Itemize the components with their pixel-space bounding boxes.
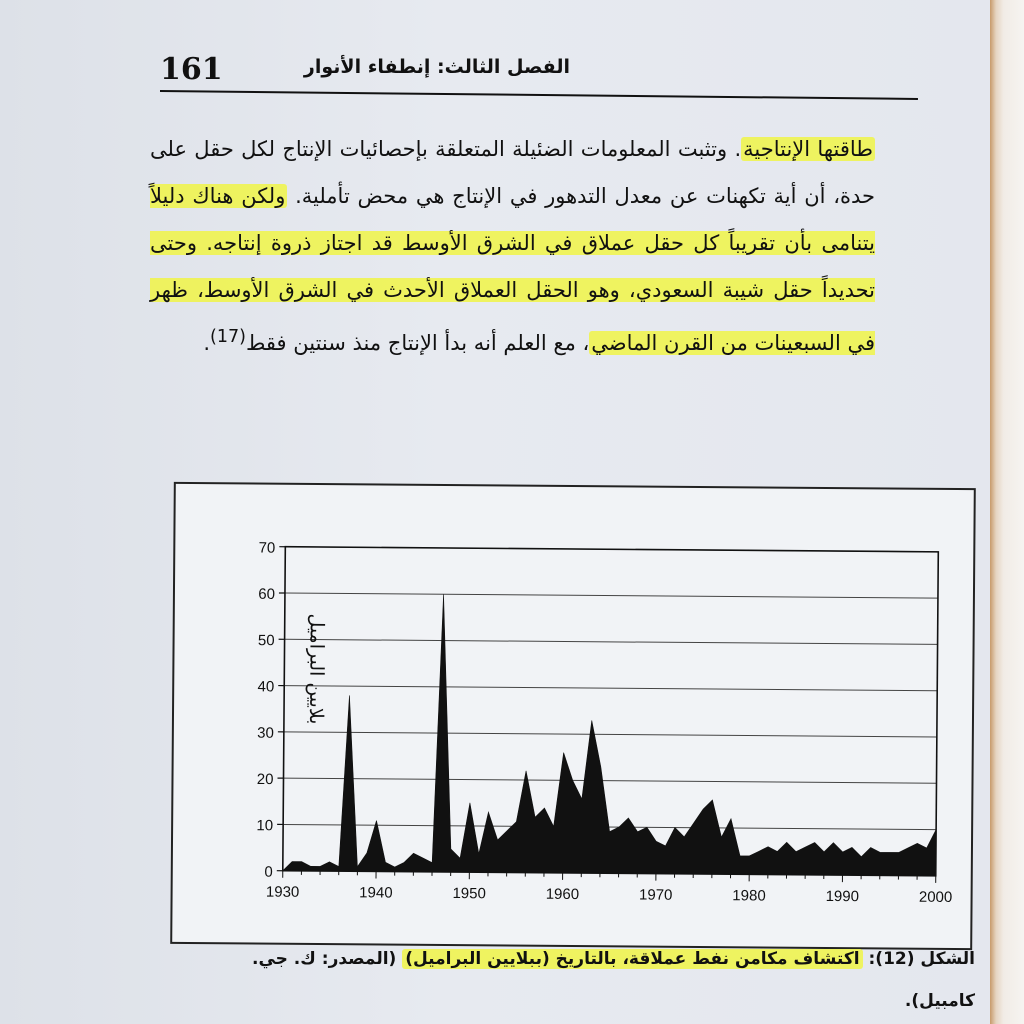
y-tick-label: 10 [256, 817, 274, 835]
x-tick-label: 1940 [359, 884, 393, 902]
x-tick-label: 1990 [825, 887, 860, 906]
gridline [285, 593, 938, 598]
y-tick-label: 40 [257, 678, 275, 696]
plot-border [283, 547, 939, 876]
gridline [283, 824, 936, 829]
gridline [284, 686, 937, 691]
highlighted-text: ولكن هناك دليلاً يتنامى بأن تقريباً كل حقل عملاق في الشرق الأوسط قد اجتاز ذروة إنتاجه. وحتى تحديداً حقل شيبة السعودي، وهو الحقل العملاق الأحدث في الشرق الأوسط، ظهر في السبعينات من القرن الماضي [150, 184, 875, 355]
figure-caption [200, 938, 975, 1022]
oil-discovery-chart [172, 484, 974, 948]
highlighted-text: طاقتها الإنتاجية [743, 137, 873, 161]
caption-source: (المصدر: ك. جي. كامبيل). [251, 949, 975, 1011]
y-tick-label: 30 [257, 724, 274, 742]
chart-frame [170, 482, 976, 950]
plain-text: . وتثبت المعلومات الضئيلة المتعلقة بإحصائيات الإنتاج لكل حقل على حدة، أن أية تكهنات عن معدل التدهور في الإنتاج هي محض تأملية. [150, 137, 875, 208]
y-tick-label: 20 [256, 770, 274, 789]
x-tick-label: 1970 [638, 886, 673, 904]
y-tick-label: 0 [264, 863, 273, 881]
page-number: 161 [160, 52, 223, 87]
footnote-reference: (17) [210, 327, 246, 347]
y-tick-label: 60 [258, 585, 276, 603]
caption-highlighted-text: اكتشاف مكامن نفط عملاقة، بالتاريخ (ببلايين البراميل) [402, 949, 862, 969]
x-tick-label: 1930 [265, 883, 300, 901]
gridline [284, 732, 937, 737]
body-paragraph [150, 126, 875, 367]
plain-text: . [203, 331, 211, 355]
paragraph-text [150, 126, 875, 367]
x-tick-label: 1960 [545, 885, 580, 904]
x-tick-label: 2000 [918, 888, 953, 906]
x-tick-label: 1980 [732, 887, 766, 905]
y-tick-label: 70 [258, 539, 276, 557]
next-page-edge [990, 0, 1024, 1024]
caption-label: الشكل (12): [862, 949, 975, 969]
chapter-title: الفصل الثالث: إنطفاء الأنوار [303, 56, 570, 78]
y-tick-label: 50 [257, 632, 275, 650]
plain-text: ، مع العلم أنه بدأ الإنتاج منذ سنتين فقط [245, 331, 590, 355]
gridline [285, 639, 938, 644]
y-axis-label: بلايين البراميل [304, 613, 328, 725]
gridline [284, 778, 937, 783]
x-tick-label: 1950 [452, 885, 486, 903]
